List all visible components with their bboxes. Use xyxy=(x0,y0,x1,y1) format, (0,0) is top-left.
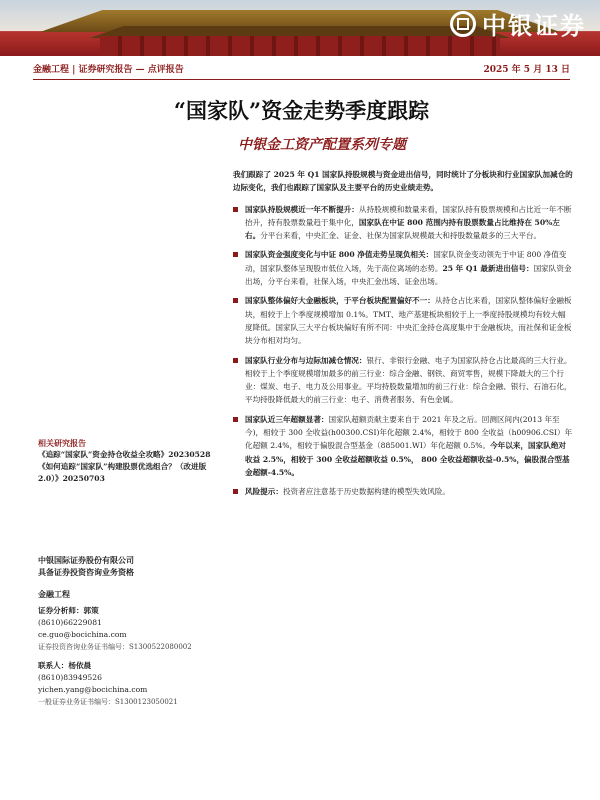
related-report-item: 《追踪“国家队”资金持仓收益全攻略》20230528 xyxy=(38,450,211,459)
contact-certificate: 一般证券业务证书编号：S1300123050021 xyxy=(38,698,178,706)
bullet-body: 从持仓占比来看，国家队整体偏好金融板块，相较于上个季度规模增加 0.1%。TMT、地产基建板块相较于上一季度持股规模均有较大幅度降低。国家队三大平台板块偏好有所不同：中央汇金持仓高度集中于金融板块，而社保和证金板块分布相对均匀。 xyxy=(245,296,572,346)
report-category: 金融工程 | 证券研究报告 — 点评报告 xyxy=(33,65,184,75)
palace-hall-image xyxy=(100,36,500,56)
bullet-head: 国家队资金强度变化与中证 800 净值走势呈现负相关： xyxy=(245,250,434,260)
bullet-head: 国家队持股规模近一年不断提升： xyxy=(245,204,359,214)
bullet-body: 国家队超额贡献主要来自于 2021 年及之后。回测区间内(2013 年至今)，相较于 300 全收益(h00300.CSI)年化超额 2.4%，相较于 800 全收益（h00906.CSI）年化超额 2.4%，相较于偏股混合型基金（885001.WI）年化超额 0.5%。 xyxy=(245,414,573,451)
meta-divider xyxy=(33,79,570,80)
header-banner xyxy=(0,0,600,56)
bullet-bold: 国家队在中证 800 范围内持有股票数量占比维持在 50%左右。 xyxy=(245,217,560,241)
bullet-square-icon xyxy=(233,298,238,303)
related-report-item: 《如何追踪“国家队”构建股票优选组合？（改进版 2.0）》20250703 xyxy=(38,462,207,483)
bullet-bold: 今年以来，国家队绝对收益 2.5%，相较于 300 全收益超额收益 0.5%， 800 全收益超额收益-0.5%，偏股混合型基金超额-4.5%。 xyxy=(245,441,570,477)
bullet-head: 国家队行业分布与边际加减仓情况： xyxy=(245,355,367,365)
boc-logo-icon xyxy=(450,11,476,37)
bullet-body: 国家队资金变动领先于中证 800 净值变动，国家队整体呈现股市低位入场，先于高位离场的态势。 xyxy=(245,250,567,273)
bullet-body: 投资者应注意基于历史数据构建的模型失效风险。 xyxy=(282,487,451,497)
industry-label: 金融工程 xyxy=(38,589,70,599)
related-reports xyxy=(38,449,218,485)
bullet-square-icon xyxy=(233,489,238,494)
bullet-body: 银行、非银行金融、电子为国家队持仓占比最高的三大行业。相较于上个季度规模增加最多的前三行业：综合金融、钢铁、商贸零售，规模下降最大的三个行业：煤炭、电子、电力及公用事业。平均持股数量增加的前三行业：综合金融、银行、石油石化，平均持股降低最大的前三行业：电子、消费者服务、有色金属。 xyxy=(245,355,572,405)
bullet-risk-warning xyxy=(233,485,573,498)
bullet-square-icon xyxy=(233,252,238,257)
bullet-body-tail: 国家队资金出场，分平台来看，社保入场，中央汇金出场、证金出场。 xyxy=(245,263,572,287)
bullet-fund-strength xyxy=(233,248,573,288)
contact-phone: (8610)83949526 xyxy=(38,673,102,682)
company-name: 中银国际证券股份有限公司 xyxy=(38,555,134,565)
intro-paragraph: 我们跟踪了 2025 年 Q1 国家队持股规模与资金进出信号，同时统计了分板块和行业国家队加减仓的边际变化，我们也跟踪了国家队及主要平台的历史业绩走势。 xyxy=(233,170,573,193)
main-content xyxy=(233,168,573,505)
related-reports-title: 相关研究报告 xyxy=(38,438,86,448)
contact-name: 联系人：杨依晨 xyxy=(38,661,92,670)
company-qualification: 具备证券投资咨询业务资格 xyxy=(38,567,134,577)
bullet-square-icon xyxy=(233,207,238,212)
report-title: “国家队”资金走势季度跟踪 xyxy=(173,98,430,123)
bullet-head: 国家队近三年超额显著： xyxy=(245,414,329,424)
brand xyxy=(450,6,586,41)
brand-name: 中银证券 xyxy=(482,12,586,40)
bullet-head: 国家队整体偏好大金融板块，于平台板块配置偏好不一： xyxy=(245,296,435,306)
report-date: 2025 年 5 月 13 日 xyxy=(483,65,570,75)
analyst-email: ce.guo@bocichina.com xyxy=(38,630,127,639)
analyst-certificate: 证券投资咨询业务证书编号：S1300522080002 xyxy=(38,643,192,651)
contact-email: yichen.yang@bocichina.com xyxy=(38,685,148,694)
report-meta-bar xyxy=(33,62,570,78)
bullet-body-tail: 分平台来看，中央汇金、证金、社保为国家队规模最大和持股数量最多的三大平台。 xyxy=(260,231,542,241)
contact-info xyxy=(38,660,218,708)
bullet-industry-distribution xyxy=(233,354,573,407)
bullet-square-icon xyxy=(233,358,238,363)
bullet-holding-scale xyxy=(233,203,573,243)
report-subtitle: 中银金工资产配置系列专题 xyxy=(238,137,406,153)
analyst-phone: (8610)66229081 xyxy=(38,618,102,627)
bullet-body: 从持股规模和数量来看，国家队持有股票规模和占比近一年不断抬升，持有股票数量趋于集中化， xyxy=(245,204,572,227)
bullet-bold: 25 年 Q1 最新进出信号： xyxy=(442,263,534,273)
bullet-square-icon xyxy=(233,417,238,422)
analyst-info xyxy=(38,605,218,653)
analyst-name: 证券分析师：郭策 xyxy=(38,606,99,615)
bullet-excess-return xyxy=(233,413,573,479)
company-info xyxy=(38,554,218,578)
bullet-head: 风险提示： xyxy=(245,487,283,497)
bullet-sector-preference xyxy=(233,294,573,347)
